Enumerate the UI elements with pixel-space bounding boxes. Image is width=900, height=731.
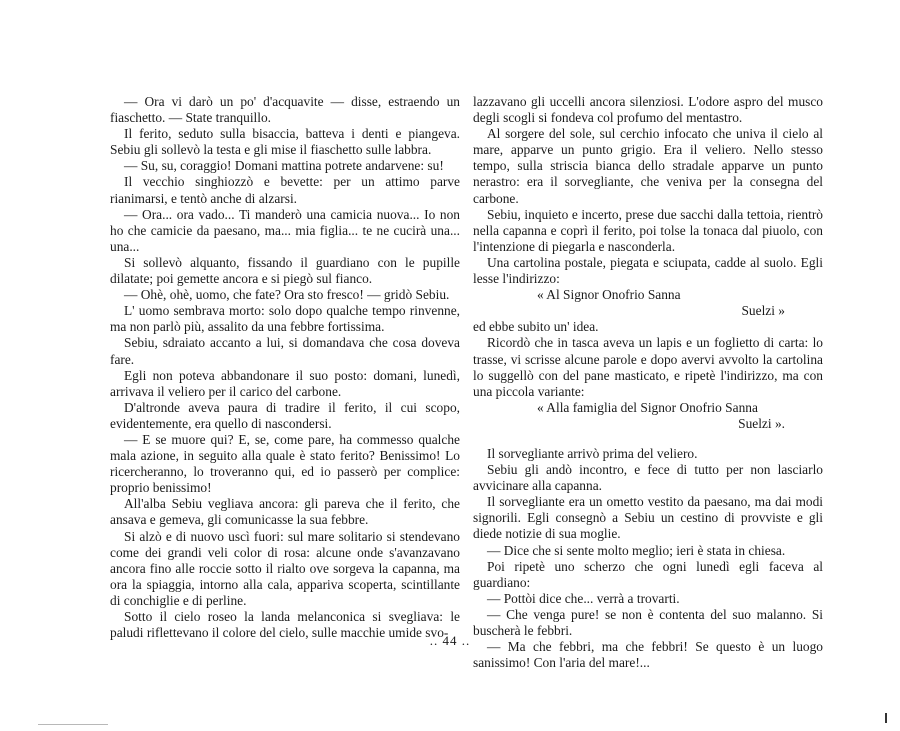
paragraph: L' uomo sembrava morto: solo dopo qualche tempo rinvenne, ma non parlò più, assalito da una febbre fortissima. — [110, 303, 460, 335]
paragraph: Il sorvegliante arrivò prima del veliero. — [487, 445, 698, 461]
paragraph: — E se muore qui? E, se, come pare, ha commesso qualche mala azione, in seguito alla quale è stato ferito? Benissimo! Lo ricercheranno, lo troveranno qui, ed io passerò per complice: proprio benissimo! — [110, 431, 460, 496]
paragraph: Ricordò che in tasca aveva un lapis e un foglietto di carta: lo trasse, vi scrisse alcune parole e dopo avervi avvolto la cartolina lo suggellò con del pane masticato, e ripetè l'indirizzo, ma con una piccola variante: — [473, 335, 823, 399]
paragraph: Suelzi ». — [738, 415, 785, 431]
paragraph: Poi ripetè uno scherzo che ogni lunedì egli faceva al guardiano: — [473, 558, 823, 590]
paragraph: lazzavano gli uccelli ancora silenziosi. L'odore aspro del musco degli scogli si fondeva col profumo del mentastro. — [473, 94, 823, 126]
right-text-column — [473, 94, 823, 671]
paragraph: — Ma che febbri, ma che febbri! Se questo è un luogo sanissimo! Con l'aria del mare!... — [473, 639, 823, 671]
paragraph: Egli non poteva abbandonare il suo posto: domani, lunedì, arrivava il veliero per il carico del carbone. — [110, 367, 460, 399]
paragraph: Sebiu, inquieto e incerto, prese due sacchi dalla tettoia, rientrò nella capanna e coprì il ferito, poi tolse la tonaca dal piuolo, con l'intenzione di piegarla e nasconderla. — [473, 206, 823, 254]
paragraph: D'altronde aveva paura di tradire il ferito, il cui scopo, evidentemente, era quello di nascondersi. — [110, 399, 460, 431]
paragraph: Al sorgere del sole, sul cerchio infocato che univa il cielo al mare, apparve un punto grigio. Era il veliero. Nello stesso tempo, sulla striscia bianca dello stradale apparve un punto nerastro: era il sorvegliante, che veniva per la consegna del carbone. — [473, 126, 823, 206]
paragraph: Il sorvegliante era un ometto vestito da paesano, ma dai modi signorili. Egli consegnò a Sebiu un cestino di provviste e gli diede notizie di sua moglie. — [473, 494, 823, 542]
paragraph: Sotto il cielo roseo la landa melanconica si svegliava: le paludi riflettevano il colore del cielo, sulle macchie umide svo- — [110, 609, 460, 641]
edge-mark — [885, 713, 887, 723]
paragraph: — Ohè, ohè, uomo, che fate? Ora sto fresco! — gridò Sebiu. — [124, 287, 450, 303]
paragraph: ed ebbe subito un' idea. — [473, 319, 599, 335]
paragraph: Sebiu, sdraiato accanto a lui, si domandava che cosa doveva fare. — [110, 335, 460, 367]
left-text-column — [110, 94, 460, 641]
paragraph: Una cartolina postale, piegata e sciupata, cadde al suolo. Egli lesse l'indirizzo: — [473, 254, 823, 287]
paragraph: « Alla famiglia del Signor Onofrio Sanna — [537, 399, 758, 415]
scan-smudge — [38, 724, 108, 725]
paragraph: « Al Signor Onofrio Sanna — [537, 287, 681, 303]
paragraph: Suelzi » — [741, 303, 785, 319]
paragraph: — Su, su, coraggio! Domani mattina potrete andarvene: su! — [124, 158, 444, 174]
paragraph: Si alzò e di nuovo uscì fuori: sul mare solitario si stendevano come dei grandi veli color di rosa: alcune onde s'avanzavano ancora fino alle roccie sotto il rialto ove sorgeva la capanna, ma ora la spiaggia, intorno alla cala, appariva scoperta, scintillante di conchiglie e di perline. — [110, 528, 460, 608]
paragraph: — Che venga pure! se non è contenta del suo malanno. Si buscherà le febbri. — [473, 606, 823, 638]
paragraph: — Ora vi darò un po' d'acquavite — disse, estraendo un fiaschetto. — State tranquillo. — [110, 94, 460, 126]
paragraph: — Dice che si sente molto meglio; ieri è stata in chiesa. — [487, 542, 786, 558]
paragraph: — Pottòi dice che... verrà a trovarti. — [487, 590, 680, 606]
paragraph: Sebiu gli andò incontro, e fece di tutto per non lasciarlo avvicinare alla capanna. — [473, 462, 823, 494]
paragraph: All'alba Sebiu vegliava ancora: gli pareva che il ferito, che ansava e gemeva, gli comunicasse la sua febbre. — [110, 496, 460, 528]
paragraph: Il ferito, seduto sulla bisaccia, batteva i denti e piangeva. Sebiu gli sollevò la testa e gli mise il fiaschetto sulle labbra. — [110, 126, 460, 158]
page-number: .. 44 .. — [429, 633, 471, 648]
paragraph: Si sollevò alquanto, fissando il guardiano con le pupille dilatate; poi gemette ancora e si piegò sul fianco. — [110, 254, 460, 287]
paragraph: Il vecchio singhiozzò e bevette: per un attimo parve rianimarsi, e tentò anche di alzarsi. — [110, 174, 460, 206]
paragraph: — Ora... ora vado... Ti manderò una camicia nuova... Io non ho che camicie da paesano, ma... mia figlia... te ne cucirà una... una... — [110, 206, 460, 254]
